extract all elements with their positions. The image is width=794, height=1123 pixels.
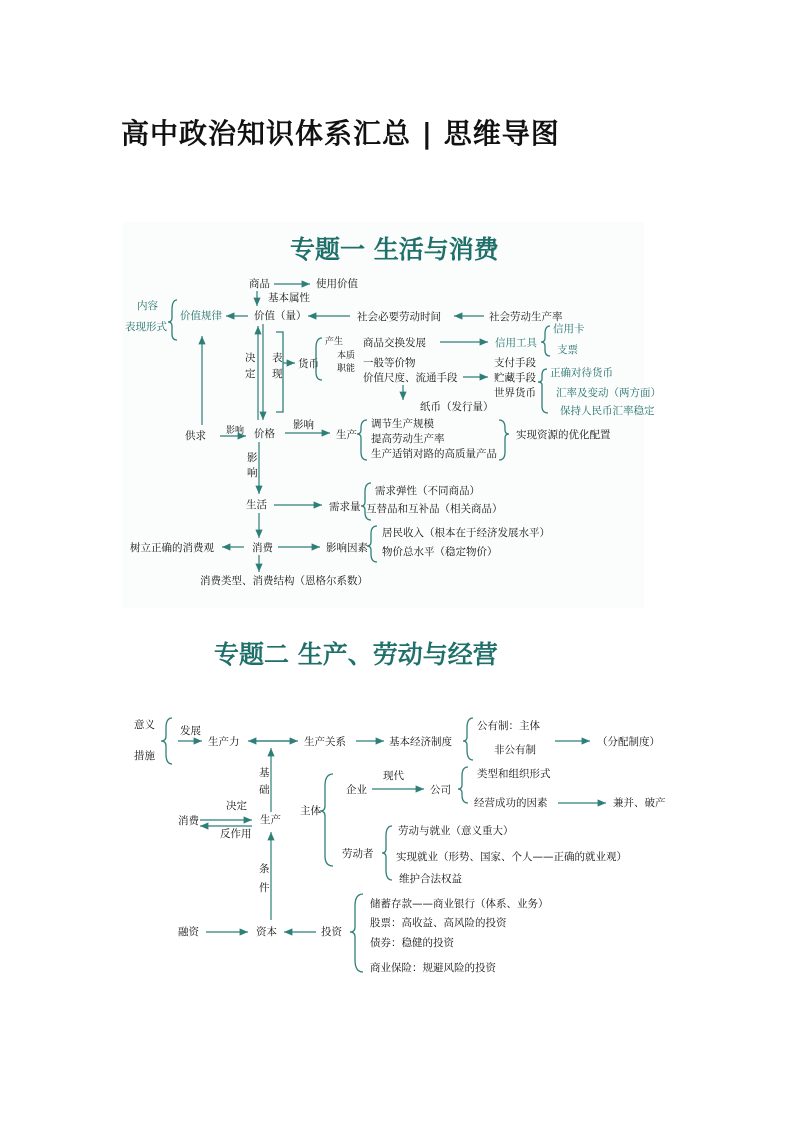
- node-shichang: 生产适销对路的高质量产品: [371, 448, 497, 460]
- node-jianbing: 兼并、破产: [613, 797, 666, 809]
- node-baoxian: 商业保险：规避风险的投资: [370, 962, 496, 974]
- node-leixing: 消费类型、消费结构（恩格尔系数）: [200, 575, 368, 587]
- node-zhengque: 正确对待货币: [550, 367, 613, 379]
- node-yingxiang2: 影响: [293, 419, 314, 431]
- node-xiang: 响: [247, 467, 258, 479]
- node-rongzi: 融资: [178, 926, 199, 938]
- node-touzi: 投资: [321, 926, 342, 938]
- node-jiage: 价格: [254, 428, 275, 440]
- node-biao: 表: [272, 352, 283, 364]
- node-shenghuo: 生活: [246, 499, 267, 511]
- node-gupiao: 股票：高收益、高风险的投资: [370, 917, 507, 929]
- node-shehui-ld: 社会劳动生产率: [489, 311, 563, 323]
- section2-heading: 专题二 生产、劳动与经营: [214, 640, 498, 669]
- node-rmb: 保持人民币汇率稳定: [560, 405, 655, 417]
- node-chenggong: 经营成功的因素: [474, 797, 548, 809]
- node-lxzz: 类型和组织形式: [477, 768, 551, 780]
- node-huobi: 货币: [298, 358, 319, 370]
- node-ziben: 资本: [256, 926, 277, 938]
- node-chu: 础: [259, 784, 270, 796]
- node-neirong: 内容: [137, 300, 158, 312]
- node-fazhan: 发展: [180, 725, 201, 737]
- node-shouru: 居民收入（根本在于经济发展水平）: [382, 527, 550, 539]
- node-yiyi: 意义: [134, 719, 155, 731]
- node-zhipiao: 支票: [557, 344, 578, 356]
- node-jzgl: 价值规律: [180, 310, 222, 322]
- node-jue: 决: [245, 352, 256, 364]
- node-gongqiu: 供求: [185, 430, 206, 442]
- node-shehui-bx: 社会必要劳动时间: [357, 311, 441, 323]
- node-tiao: 条: [259, 863, 270, 875]
- node-laodongzhe: 劳动者: [342, 848, 374, 860]
- node-scl: 生产力: [208, 736, 240, 748]
- node-ldjy: 劳动与就业（意义重大）: [398, 825, 514, 837]
- node-wujia: 物价总水平（稳定物价）: [382, 546, 498, 558]
- node-jiazhi: 价值（量）: [254, 310, 307, 322]
- node-chuxu: 储蓄存款——商业银行（体系、业务）: [370, 898, 549, 910]
- node-ji: 基: [259, 767, 270, 779]
- node-yingxiang1: 影响: [226, 426, 245, 436]
- node-fenpei: （分配制度）: [597, 736, 660, 748]
- node-zhineng: 职能: [337, 364, 356, 374]
- node-xinyong: 信用工具: [495, 337, 537, 349]
- node-tiaojie: 调节生产规模: [371, 418, 434, 430]
- node-zhibi: 纸币（发行量）: [420, 401, 494, 413]
- node-benzhi: 本质: [337, 351, 356, 361]
- node-xiaofei: 消费: [252, 542, 273, 554]
- node-fanzuo: 反作用: [220, 828, 252, 840]
- node-jian: 件: [259, 882, 270, 894]
- node-weihu: 维护合法权益: [399, 873, 462, 885]
- node-chidu: 价值尺度、流通手段: [363, 372, 458, 384]
- node-scgx: 生产关系: [304, 736, 346, 748]
- node-sxjy: 实现就业（形势、国家、个人——正确的就业观）: [396, 851, 627, 863]
- page-title: 高中政治知识体系汇总 | 思维导图: [121, 117, 560, 150]
- node-jueding: 决定: [226, 800, 247, 812]
- node-feigong: 非公有制: [494, 744, 536, 756]
- node-xian: 现: [272, 368, 283, 380]
- node-jiben: 基本属性: [268, 292, 310, 304]
- node-tanxing: 需求弹性（不同商品）: [375, 485, 480, 497]
- node-gongyou: 公有制：主体: [477, 720, 540, 732]
- node-qiye: 企业: [346, 784, 367, 796]
- node-cuoshi: 措施: [134, 750, 155, 762]
- node-hutipin: 互替品和互补品（相关商品）: [366, 503, 503, 515]
- node-youhua: 实现资源的优化配置: [516, 429, 611, 441]
- node-shijie: 世界货币: [494, 387, 536, 399]
- node-zhuti: 主体: [300, 805, 321, 817]
- node-zhucang: 贮藏手段: [494, 372, 536, 384]
- node-xinyongka: 信用卡: [553, 323, 585, 335]
- node-chansheng: 产生: [325, 337, 344, 347]
- node-shangpin: 商品: [249, 278, 270, 290]
- node-xiaofei2: 消费: [178, 815, 199, 827]
- node-shiyong: 使用价值: [316, 278, 358, 290]
- node-yinsu: 影响因素: [326, 542, 368, 554]
- node-ding: 定: [245, 368, 256, 380]
- node-xuqiu: 需求量: [329, 501, 361, 513]
- section1-heading: 专题一 生活与消费: [290, 235, 499, 264]
- node-jbzd: 基本经济制度: [389, 736, 452, 748]
- node-biaoxian-xs: 表现形式: [125, 321, 167, 333]
- node-tigao: 提高劳动生产率: [371, 433, 445, 445]
- node-shuli: 树立正确的消费观: [130, 542, 214, 554]
- node-jiaohuan: 商品交换发展: [363, 337, 426, 349]
- node-zhaiquan: 债券：稳健的投资: [370, 937, 454, 949]
- section2-connectors: [161, 718, 606, 972]
- node-shengchan2: 生产: [260, 814, 281, 826]
- node-gongsi: 公司: [430, 784, 451, 796]
- node-zhifu: 支付手段: [494, 357, 536, 369]
- node-yiban: 一般等价物: [363, 357, 416, 369]
- node-shengchan: 生产: [336, 429, 357, 441]
- node-xiandai: 现代: [383, 770, 404, 782]
- node-huilv: 汇率及变动（两方面）: [556, 387, 661, 399]
- node-ying: 影: [247, 452, 258, 464]
